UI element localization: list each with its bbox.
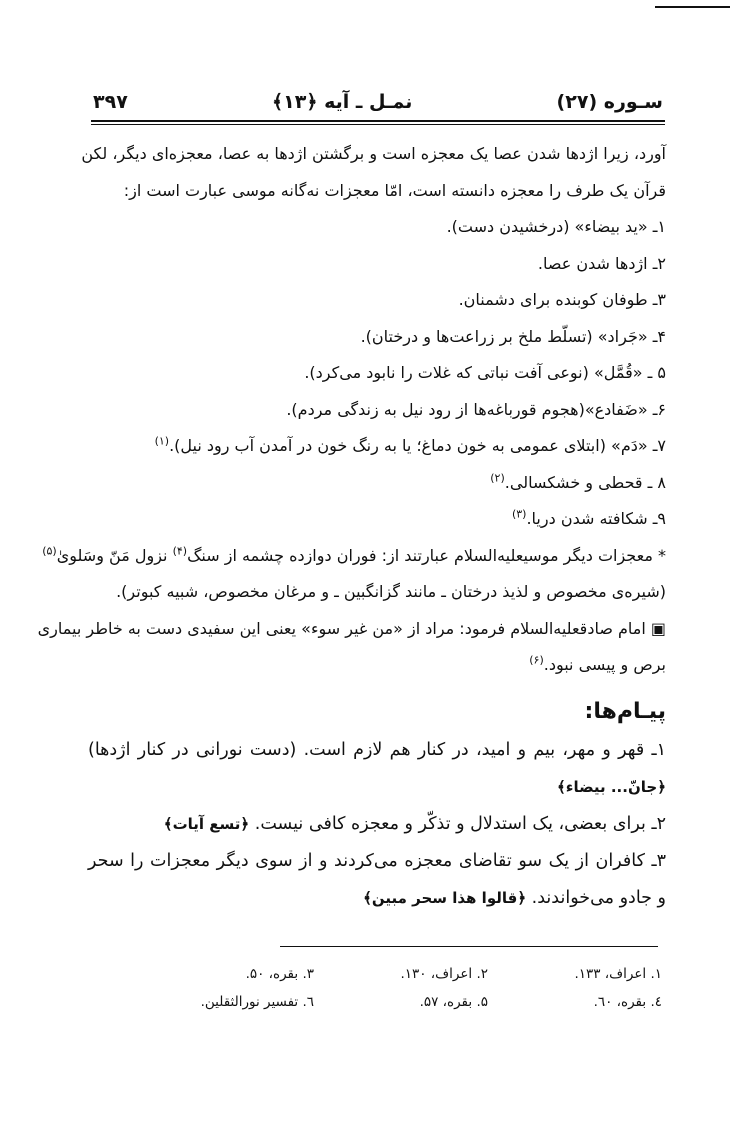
message-item: ۱ـ قهر و مهر، بیم و امید، در کنار هم لازم است. (دست نورانی در کنار اژدها) bbox=[88, 739, 666, 760]
footnote-row bbox=[140, 988, 662, 1016]
footnote-ref: (۲) bbox=[490, 471, 505, 485]
text-line: قرآن یک طرف را معجزه دانسته است، امّا معجزات نه‌گانه موسی عبارت است از: bbox=[123, 180, 666, 200]
header-rule-thick bbox=[91, 120, 665, 122]
footnote-ref: (۶) bbox=[529, 653, 544, 667]
footnote-divider bbox=[280, 946, 658, 947]
hadith-note-cont: برص و پیسی نبود.$^{(۶)}$ bbox=[529, 653, 666, 674]
message-item: ۳ـ کافران از یک سو تقاضای معجزه می‌کردند و از سوی دیگر معجزات را سحر bbox=[88, 850, 666, 871]
list-item: ۸ ـ قحطی و خشکسالی.$^{(۲)}$ bbox=[490, 471, 666, 492]
footnote-ref: (۴) bbox=[172, 544, 188, 558]
list-item: ۲ـ اژدها شدن عصا. bbox=[537, 253, 666, 273]
list-item: ۹ـ شکافته شدن دریا.$^{(۳)}$ bbox=[511, 507, 666, 528]
list-item: ۶ـ «ضَفادع»(هجوم قورباغه‌ها از رود نیل به زندگی مردم). bbox=[286, 399, 666, 419]
footnote: ٤. بقره، ٦٠. bbox=[593, 994, 662, 1010]
miracles-note-cont: (شیره‌ی مخصوص و لذیذ درختان ـ مانند گزانگبین ـ و مرغان مخصوص، شبیه کبوتر). bbox=[116, 582, 666, 601]
surah-label: سـوره (۲۷) bbox=[556, 91, 663, 113]
list-item: ۷ـ «دَم» (ابتلای عمومی به خون دماغ؛ یا به رنگ خون در آمدن آب رود نیل).$^{(۱)}$ bbox=[154, 434, 666, 455]
text-line: آورد، زیرا اژدها شدن عصا یک معجزه است و برگشتن اژدها به عصا، معجزه‌ای دیگر، لکن bbox=[81, 144, 666, 163]
miracles-note: * معجزات دیگر موسیعليه‌السلام عبارتند از: فوران دوازده چشمه از سنگ$^{(۴)}$ نزول مَنّ وسَلوىٰ$^{(۵)}$ bbox=[42, 544, 666, 565]
hadith-note: ▣ امام صادقعليه‌السلام فرمود: مراد از «من غیر سوء» یعنی این سفیدی دست به خاطر بیماری bbox=[37, 618, 666, 638]
list-item: ۳ـ طوفان کوبنده برای دشمنان. bbox=[458, 290, 666, 309]
footnote: ۱. اعراف، ۱۳۳. bbox=[574, 966, 662, 982]
list-item: ۵ ـ «قُمَّل» (نوعی آفت نباتی که غلات را نابود می‌کرد). bbox=[304, 363, 666, 382]
page-number: ۳۹۷ bbox=[93, 91, 128, 113]
footnote: ۲. اعراف، ۱۳۰. bbox=[400, 966, 488, 982]
message-item-cont: ﴿جانّ... بیضاء﴾ bbox=[557, 777, 666, 796]
footnote: ۵. بقره، ۵۷. bbox=[419, 994, 488, 1010]
list-item: ۴ـ «جَراد» (تسلّط ملخ بر زراعت‌ها و درختان). bbox=[360, 326, 666, 346]
list-item: ۱ـ «ید بیضاء» (درخشیدن دست). bbox=[446, 217, 666, 236]
footnote: ٦. تفسیر نورالثقلین. bbox=[200, 994, 314, 1010]
message-item-cont: و جادو می‌خواندند. ﴿قالوا هذا سحر مبین﴾ bbox=[363, 887, 666, 908]
footnote-ref: (۵) bbox=[42, 544, 57, 558]
footnotes bbox=[140, 960, 662, 1016]
page-body bbox=[37, 136, 666, 917]
top-edge-line bbox=[655, 6, 730, 8]
footnote: ۳. بقره، ۵۰. bbox=[245, 966, 314, 982]
messages-heading: پیـام‌ها: bbox=[584, 698, 666, 724]
footnote-ref: (۱) bbox=[154, 434, 170, 448]
page-title: نمـل ـ آیه ﴿۱۳﴾ bbox=[272, 91, 413, 113]
footnote-ref: (۳) bbox=[511, 507, 527, 521]
page-header bbox=[93, 88, 663, 116]
footnote-row bbox=[140, 960, 662, 988]
header-rule-thin bbox=[91, 124, 665, 125]
message-item: ۲ـ برای بعضی، یک استدلال و تذکّر و معجزه کافی نیست. ﴿تسع آیات﴾ bbox=[163, 813, 666, 834]
